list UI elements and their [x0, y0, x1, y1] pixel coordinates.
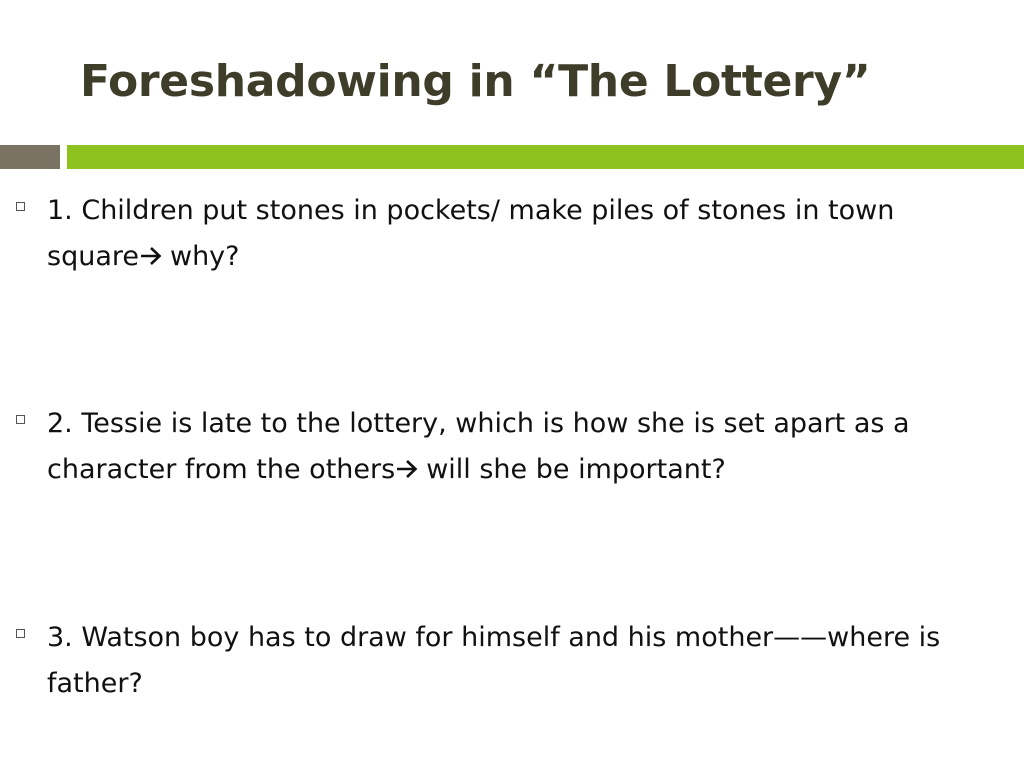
- bullet-text-after-arrow: will she be important?: [426, 454, 726, 485]
- bullet-text: [47, 188, 947, 280]
- right-arrow-icon: [396, 459, 418, 479]
- hollow-square-bullet-icon: [16, 629, 25, 638]
- hollow-square-bullet-icon: [16, 202, 25, 211]
- hollow-square-bullet-icon: [16, 415, 25, 424]
- bullet-text: 3. Watson boy has to draw for himself and his mother——where is father?: [47, 622, 941, 699]
- slide-title: Foreshadowing in “The Lottery”: [80, 56, 871, 107]
- bullet-text-before-arrow: 2. Tessie is late to the lottery, which is how she is set apart as a character from the others: [47, 408, 910, 485]
- bullet-text-before-arrow: 1. Children put stones in pockets/ make piles of stones in town square: [47, 195, 895, 272]
- right-arrow-icon: [140, 246, 162, 266]
- bullet-text-after-arrow: why?: [169, 241, 240, 272]
- bullet-text: [47, 401, 947, 493]
